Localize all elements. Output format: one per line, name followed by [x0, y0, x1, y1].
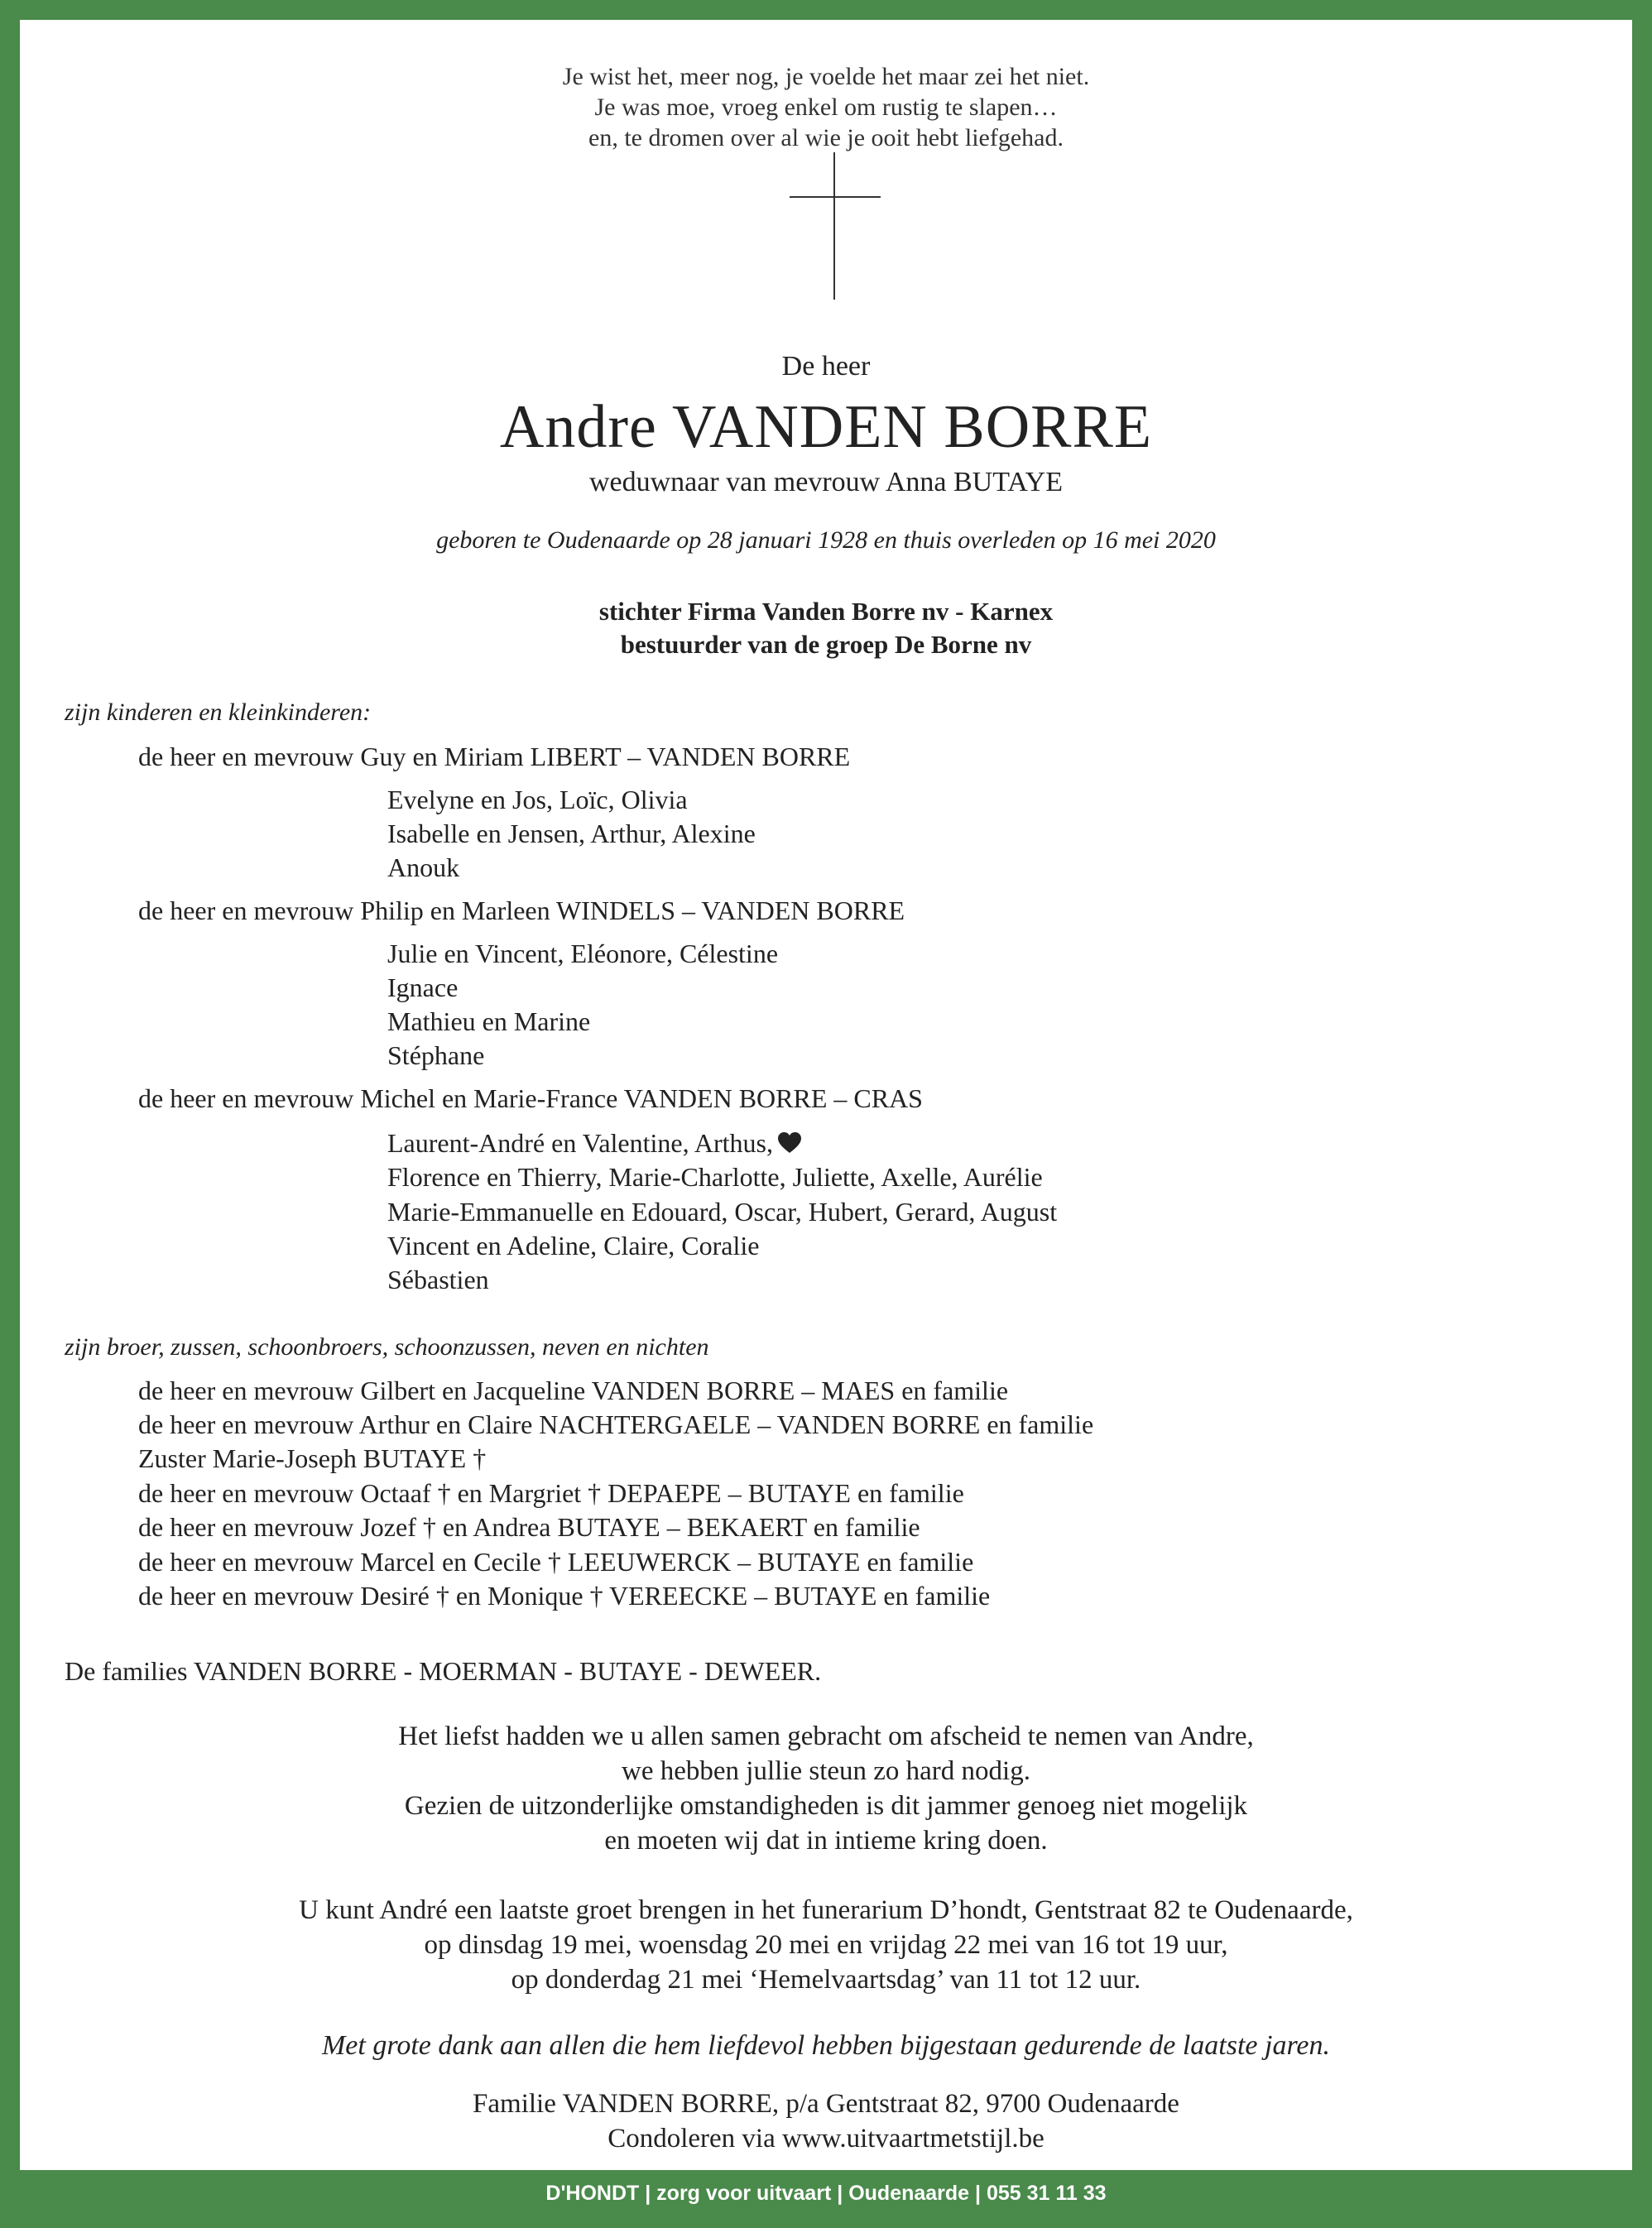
sibling-line: de heer en mevrouw Arthur en Claire NACHTERGAELE – VANDEN BORRE en familie — [138, 1409, 1094, 1439]
grandchildren-line: Marie-Emmanuelle en Edouard, Oscar, Hubert, Gerard, August — [387, 1197, 1058, 1227]
visit-info — [20, 1893, 1632, 1997]
poem-line: Je wist het, meer nog, je voelde het maar zei het niet. — [562, 63, 1090, 90]
role-line: bestuurder van de groep De Borne nv — [620, 630, 1032, 659]
children-label: zijn kinderen en kleinkinderen: — [65, 699, 372, 726]
obituary-card — [20, 20, 1632, 2170]
sibling-line: de heer en mevrouw Octaaf † en Margriet † DEPAEPE – BUTAYE en familie — [138, 1478, 964, 1508]
brand-logo: D'HONDT — [545, 2182, 640, 2205]
grandchildren-line: Vincent en Adeline, Claire, Coralie — [387, 1231, 760, 1260]
footer-tagline: | zorg voor uitvaart | Oudenaarde | 055 31 11 33 — [639, 2182, 1107, 2205]
footer-bar — [0, 2170, 1652, 2228]
family-parents: de heer en mevrouw Michel en Marie-France VANDEN BORRE – CRAS — [138, 1083, 923, 1113]
message-line: en moeten wij dat in intieme kring doen. — [604, 1826, 1048, 1856]
sibling-line: de heer en mevrouw Gilbert en Jacqueline VANDEN BORRE – MAES en familie — [138, 1376, 1009, 1405]
grandchildren-line: Evelyne en Jos, Loïc, Olivia — [387, 785, 688, 814]
message-line: Het liefst hadden we u allen samen gebracht om afscheid te nemen van Andre, — [398, 1721, 1254, 1751]
grandchildren-line: Isabelle en Jensen, Arthur, Alexine — [387, 819, 756, 848]
thanks-line: Met grote dank aan allen die hem liefdevol hebben bijgestaan gedurende de laatste jaren. — [321, 2030, 1331, 2061]
message-line: Gezien de uitzonderlijke omstandigheden is dit jammer genoeg niet mogelijk — [404, 1791, 1248, 1821]
role-line: stichter Firma Vanden Borre nv - Karnex — [598, 597, 1054, 626]
heart-icon — [778, 1132, 801, 1154]
family-parents: de heer en mevrouw Guy en Miriam LIBERT – VANDEN BORRE — [138, 742, 851, 771]
grandchildren-line: Julie en Vincent, Eléonore, Célestine — [387, 939, 779, 968]
poem — [20, 61, 1632, 153]
sibling-line: de heer en mevrouw Desiré † en Monique † VEREECKE – BUTAYE en familie — [138, 1581, 991, 1611]
deceased-name: Andre VANDEN BORRE — [499, 393, 1153, 461]
siblings-label: zijn broer, zussen, schoonbroers, schoonzussen, neven en nichten — [65, 1333, 709, 1361]
poem-line: en, te dromen over al wie je ooit hebt liefgehad. — [588, 124, 1064, 151]
roles — [20, 595, 1632, 661]
family-parents: de heer en mevrouw Philip en Marleen WINDELS – VANDEN BORRE — [138, 896, 905, 925]
message — [20, 1719, 1632, 1858]
grandchildren-line: Mathieu en Marine — [387, 1006, 591, 1036]
sibling-line: Zuster Marie-Joseph BUTAYE † — [138, 1443, 487, 1473]
sibling-line: de heer en mevrouw Jozef † en Andrea BUTAYE – BEKAERT en familie — [138, 1512, 920, 1542]
visit-line: op dinsdag 19 mei, woensdag 20 mei en vrijdag 22 mei van 16 tot 19 uur, — [424, 1930, 1228, 1960]
grandchildren-line: Florence en Thierry, Marie-Charlotte, Juliette, Axelle, Aurélie — [387, 1162, 1043, 1192]
families-line: De families VANDEN BORRE - MOERMAN - BUTAYE - DEWEER. — [65, 1656, 822, 1686]
grandchildren-line: Anouk — [387, 852, 460, 882]
grandchildren-line: Stéphane — [387, 1040, 485, 1070]
sibling-line: de heer en mevrouw Marcel en Cecile † LEEUWERCK – BUTAYE en familie — [138, 1547, 974, 1577]
birth-death-line: geboren te Oudenaarde op 28 januari 1928 en thuis overleden op 16 mei 2020 — [436, 526, 1216, 554]
contact — [20, 2086, 1632, 2156]
visit-line: op donderdag 21 mei ‘Hemelvaartsdag’ van 11 tot 12 uur. — [511, 1965, 1141, 1995]
poem-line: Je was moe, vroeg enkel om rustig te slapen… — [594, 94, 1058, 121]
grandchildren-line: Sébastien — [387, 1265, 489, 1294]
contact-condolence: Condoleren via www.uitvaartmetstijl.be — [607, 2124, 1045, 2154]
grandchildren-line — [387, 1126, 801, 1160]
visit-line: U kunt André een laatste groet brengen in het funerarium D’hondt, Gentstraat 82 te Oudenaarde, — [299, 1895, 1353, 1925]
cross-icon — [790, 152, 881, 300]
grandchildren-line: Ignace — [387, 972, 459, 1002]
widower-line: weduwnaar van mevrouw Anna BUTAYE — [588, 467, 1063, 497]
message-line: we hebben jullie steun zo hard nodig. — [622, 1756, 1030, 1786]
salutation: De heer — [781, 351, 871, 382]
contact-address: Familie VANDEN BORRE, p/a Gentstraat 82, 9700 Oudenaarde — [473, 2089, 1179, 2119]
grandchildren-text: Laurent-André en Valentine, Arthus, — [387, 1128, 773, 1158]
